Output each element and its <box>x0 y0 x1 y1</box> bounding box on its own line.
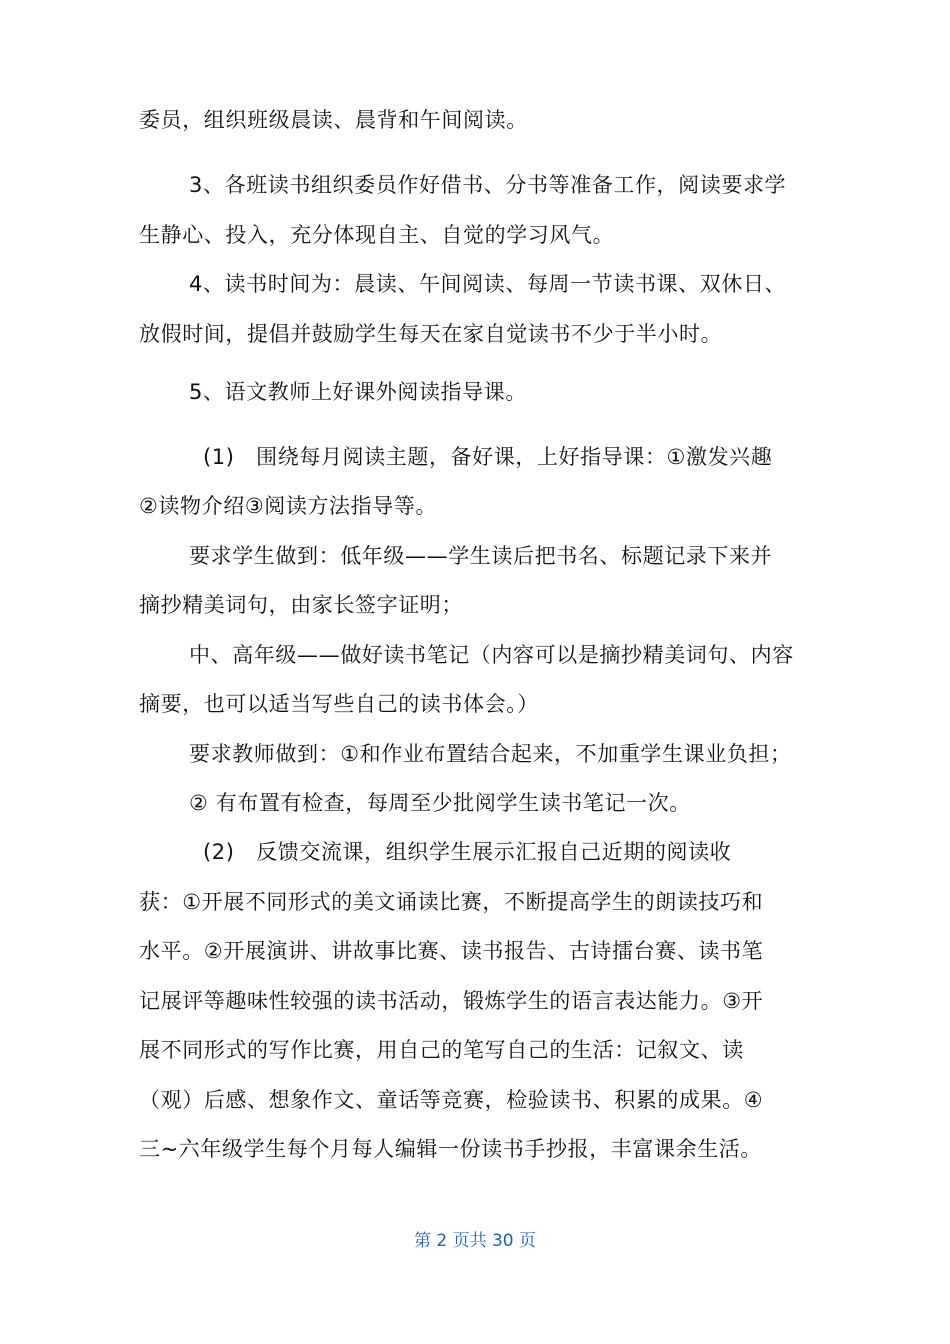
text-line-10: 摘抄精美词句，由家长签字证明； <box>139 593 463 617</box>
text-line-8: ②读物介绍③阅读方法指导等。 <box>139 494 438 518</box>
text-line-2: 3、各班读书组织委员作好借书、分书等准备工作，阅读要求学 <box>189 173 787 197</box>
text-line-19: 展不同形式的写作比赛，用自己的笔写自己的生活：记叙文、读 <box>139 1038 744 1062</box>
text-line-4: 4、读书时间为：晨读、午间阅读、每周一节读书课、双休日、 <box>189 272 787 296</box>
page-number-footer: 第 2 页共 30 页 <box>413 1231 537 1251</box>
text-line-3: 生静心、投入，充分体现自主、自觉的学习风气。 <box>139 223 615 247</box>
text-line-18: 记展评等趣味性较强的读书活动，锻炼学生的语言表达能力。③开 <box>139 989 764 1013</box>
text-line-6: 5、语文教师上好课外阅读指导课。 <box>189 380 527 404</box>
text-line-15: (2) 反馈交流课，组织学生展示汇报自己近期的阅读收 <box>203 840 732 864</box>
text-line-14: ② 有布置有检查，每周至少批阅学生读书笔记一次。 <box>189 791 691 815</box>
text-line-21: 三~六年级学生每个月每人编辑一份读书手抄报，丰富课余生活。 <box>139 1137 762 1161</box>
text-line-13: 要求教师做到：①和作业布置结合起来，不加重学生课业负担； <box>189 742 792 766</box>
text-line-16: 获：①开展不同形式的美文诵读比赛，不断提高学生的朗读技巧和 <box>139 890 764 914</box>
text-line-20: （观）后感、想象作文、童话等竞赛，检验读书、积累的成果。④ <box>139 1088 764 1112</box>
text-line-17: 水平。②开展演讲、讲故事比赛、读书报告、古诗擂台赛、读书笔 <box>139 939 764 963</box>
text-line-7: (1) 围绕每月阅读主题，备好课，上好指导课：①激发兴趣 <box>203 445 773 469</box>
text-line-12: 摘要，也可以适当写些自己的读书体会。） <box>139 692 539 716</box>
text-line-5: 放假时间，提倡并鼓励学生每天在家自觉读书不少于半小时。 <box>139 322 723 346</box>
text-line-11: 中、高年级——做好读书笔记（内容可以是摘抄精美词句、内容 <box>189 643 794 667</box>
text-line-9: 要求学生做到：低年级——学生读后把书名、标题记录下来并 <box>189 544 773 568</box>
text-line-1: 委员，组织班级晨读、晨背和午间阅读。 <box>139 108 528 132</box>
